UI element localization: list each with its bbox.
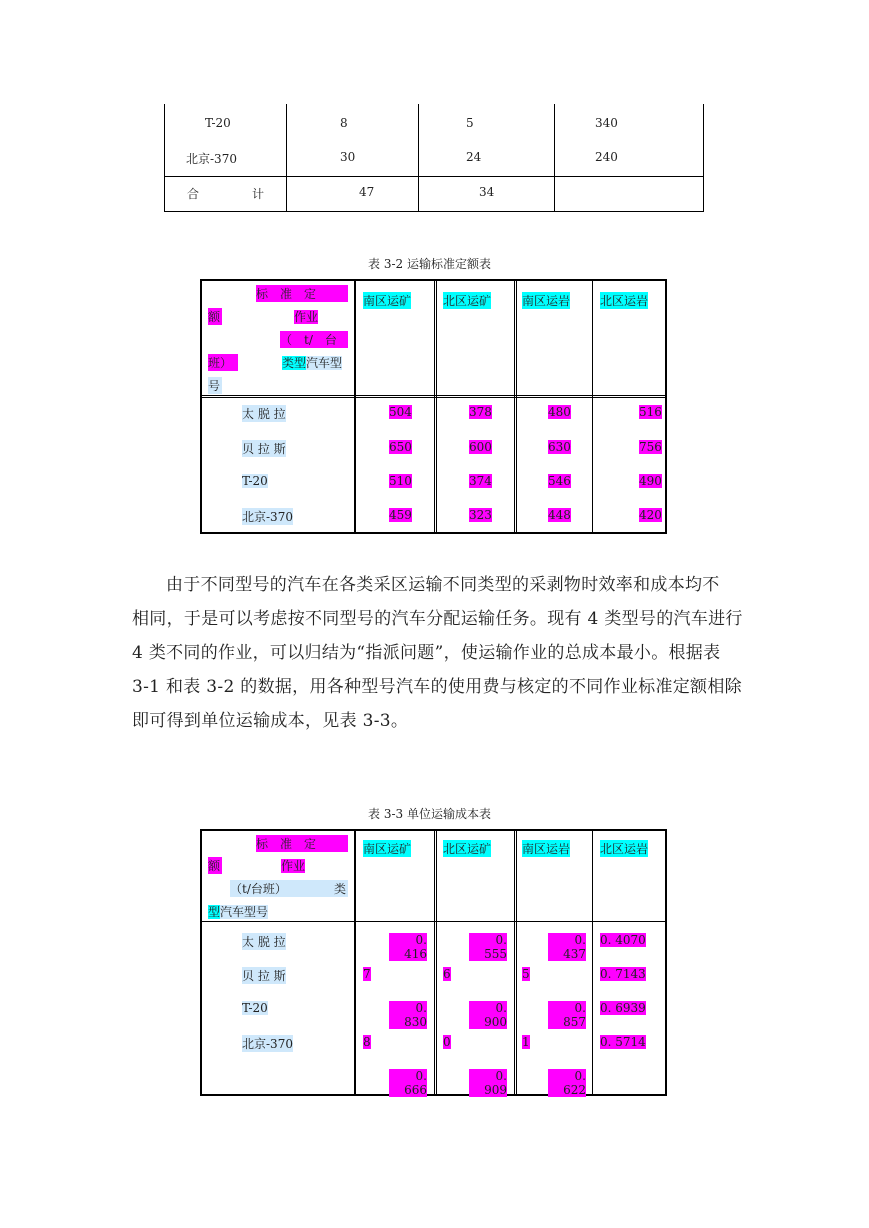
table2-cell: 630 [548,440,571,454]
paragraph-line: 即可得到单位运输成本，见表 3-3。 [132,711,409,731]
table3-cell: 1 [522,1035,530,1049]
table3-cell: 0. 555 [469,933,507,961]
table3-cell: 6 [443,967,451,981]
table1-cell: 5 [466,116,474,130]
table2-header-line: 额 [208,310,221,324]
table1-cell: 8 [340,116,348,130]
paragraph-line: 由于不同型号的汽车在各类采区运输不同类型的采剥物时效率和成本均不 [166,575,720,595]
table2-header-line: 作业 [294,310,319,324]
table3-column-header: 北区运矿 [443,842,492,856]
table3-header-line: 汽车型号 [220,905,269,919]
table1-total-label: 合 [187,187,200,201]
table3-cell: 0. 6939 [600,1001,646,1015]
table3-caption: 表 3-3 单位运输成本表 [368,807,491,821]
table1-total-cell: 47 [359,185,375,199]
table2-caption: 表 3-2 运输标准定额表 [368,257,491,271]
table3-cell: 5 [522,967,530,981]
table2-cell: 600 [469,440,492,454]
table2-cell: 650 [389,440,412,454]
table1-cell: 240 [595,150,618,164]
table3-cell: 0. 666 [389,1069,427,1097]
table2-column-header: 北区运矿 [443,294,492,308]
table2-header-line: 号 [208,379,221,393]
table2-cell: 459 [389,508,412,522]
table3-cell: 0. 7143 [600,967,646,981]
table3-cell: 8 [363,1035,371,1049]
table3-column-header: 南区运矿 [363,842,412,856]
table3-header-line: 作业 [281,859,306,873]
table2-row-name: T-20 [242,474,268,488]
table3-row-name: 贝 拉 斯 [242,969,286,983]
table2-row-name: 贝 拉 斯 [242,442,286,456]
table3-cell: 0. 622 [548,1069,586,1097]
table3-header-line: 额 [208,859,221,873]
table2-row-name: 北京-370 [242,510,293,524]
table3-cell: 0. 900 [469,1001,507,1029]
paragraph-line: 相同，于是可以考虑按不同型号的汽车分配运输任务。现有 4 类型号的汽车进行 [132,609,743,629]
table3-header-line: 类 [334,882,347,896]
table3-header-line: （t/台班） [230,880,334,897]
table3-row-name: 北京-370 [242,1037,293,1051]
table2-header-line: 标 准 定 [256,285,348,302]
table3-cell: 7 [363,967,371,981]
table2-column-header: 南区运矿 [363,294,412,308]
table2-column-header: 南区运岩 [522,294,571,308]
paragraph-line: 4 类不同的作业，可以归结为“指派问题”，使运输作业的总成本最小。根据表 [132,643,721,663]
table2-cell: 510 [389,474,412,488]
table3-header-line: 标 准 定 [256,835,348,852]
table3-row-name: T-20 [242,1001,268,1015]
table1-cell: 24 [466,150,482,164]
table2-cell: 546 [548,474,571,488]
table2-cell: 448 [548,508,571,522]
table2-row-name: 太 脱 拉 [242,407,286,421]
table2-header-line: 类型 [282,356,307,370]
table2-column-header: 北区运岩 [600,294,649,308]
table3-cell: 0. 416 [389,933,427,961]
table2-cell: 516 [639,405,662,419]
table2-cell: 490 [639,474,662,488]
table2-cell: 323 [469,508,492,522]
table1-cell: 30 [340,150,356,164]
table3-row-name: 太 脱 拉 [242,935,286,949]
table3-header-line: 型 [208,905,221,919]
table2-header-line: 班） [208,354,238,371]
table1-total-label: 计 [252,187,265,201]
table3-cell: 0. 437 [548,933,586,961]
table3-column-header: 北区运岩 [600,842,649,856]
table2-cell: 378 [469,405,492,419]
table1-row-name: 北京-370 [186,152,237,166]
table3-cell: 0. 857 [548,1001,586,1029]
table3-cell: 0. 909 [469,1069,507,1097]
table3-column-header: 南区运岩 [522,842,571,856]
table2-cell: 480 [548,405,571,419]
table1-row-name: T-20 [205,116,231,130]
paragraph-line: 3-1 和表 3-2 的数据，用各种型号汽车的使用费与核定的不同作业标准定额相除 [132,677,742,697]
table2-header-line: 汽车型 [306,356,343,370]
table1-total-cell: 34 [479,185,495,199]
table1-cell: 340 [595,116,618,130]
table3-cell: 0. 4070 [600,933,646,947]
table3-cell: 0. 830 [389,1001,427,1029]
table2-header-line: （ t/ 台 [280,331,348,348]
table2-cell: 504 [389,405,412,419]
table2-cell: 420 [639,508,662,522]
table3-cell: 0. 5714 [600,1035,646,1049]
table2-cell: 756 [639,440,662,454]
table3-cell: 0 [443,1035,451,1049]
table2-cell: 374 [469,474,492,488]
